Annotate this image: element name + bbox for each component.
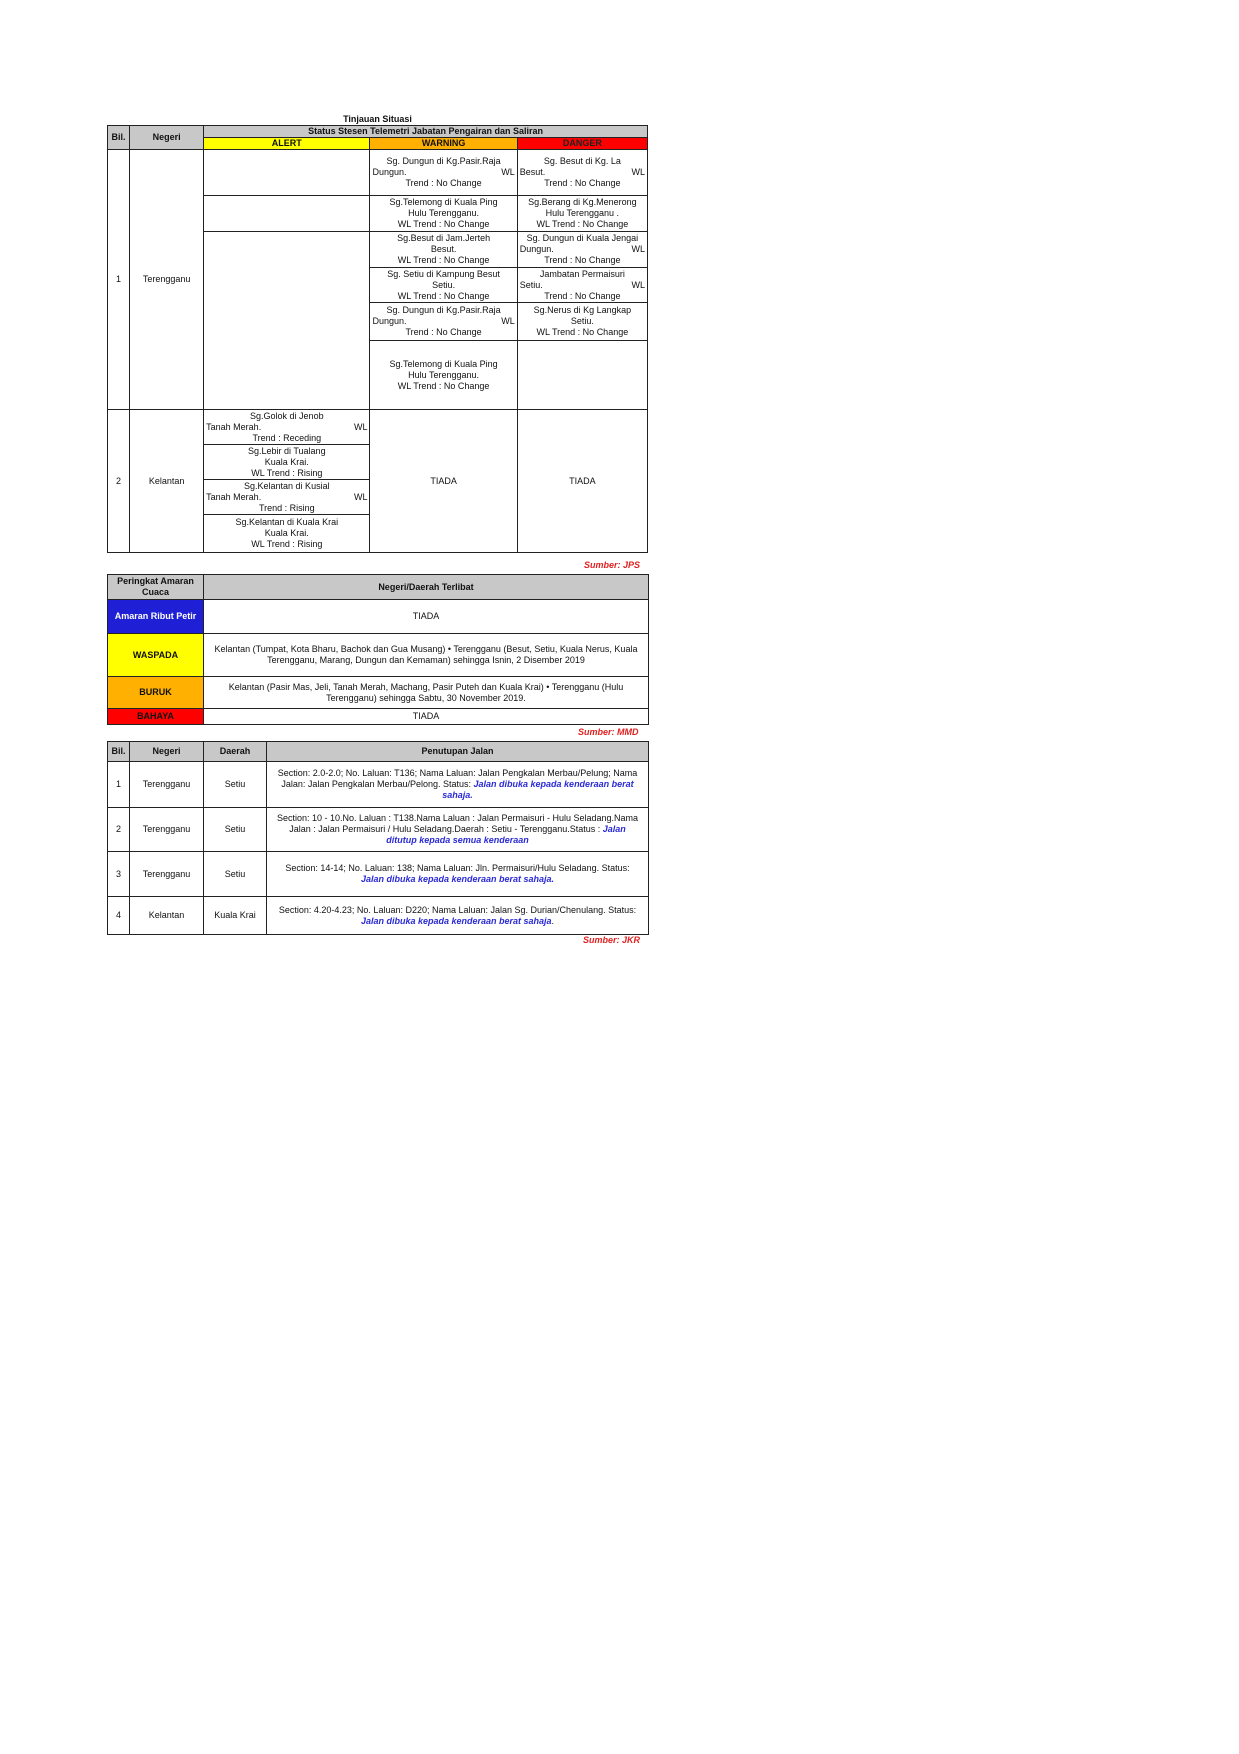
row2-bil: 2: [108, 410, 130, 553]
cell-bil: 3: [108, 852, 130, 897]
row2-warning: TIADA: [370, 410, 517, 553]
cell-closure: Section: 4.20-4.23; No. Laluan: D220; Nama Laluan: Jalan Sg. Durian/Chenulang. Status: Jalan dibuka kepada kenderaan berat sahaja.: [267, 897, 649, 935]
col-bil: Bil.: [108, 742, 130, 762]
cell-negeri: Terengganu: [130, 762, 204, 808]
col-status-main: Status Stesen Telemetri Jabatan Pengairan dan Saliran: [204, 126, 648, 138]
level-text: Kelantan (Pasir Mas, Jeli, Tanah Merah, Machang, Pasir Puteh dan Kuala Krai) • Terengganu (Hulu Terengganu) sehingga Sabtu, 30 November 2019.: [204, 677, 649, 709]
station-cell: Sg. Besut di Kg. La Besut. WL Trend : No Change: [517, 150, 647, 196]
closure-status: Jalan dibuka kepada kenderaan berat sahaja.: [360, 874, 555, 884]
weather-table: [107, 574, 649, 725]
col-danger: DANGER: [517, 138, 647, 150]
col-warning: WARNING: [370, 138, 517, 150]
level-text: TIADA: [204, 600, 649, 634]
col-negeri-daerah: Negeri/Daerah Terlibat: [204, 575, 649, 600]
station-cell: Jambatan Permaisuri Setiu. WL Trend : No Change: [517, 268, 647, 303]
cell-daerah: Setiu: [204, 808, 267, 852]
cell-daerah: Setiu: [204, 762, 267, 808]
cell-closure: Section: 2.0-2.0; No. Laluan: T136; Nama Laluan: Jalan Pengkalan Merbau/Pelung; Nama Jalan: Jalan Pengkalan Merbau/Pelong. Status: Jalan dibuka kepada kenderaan berat sahaja.: [267, 762, 649, 808]
table-row: [108, 762, 649, 808]
station-cell: Sg.Besut di Jam.Jerteh Besut. WL Trend : No Change: [370, 232, 517, 268]
col-negeri: Negeri: [130, 126, 204, 150]
table-row: [108, 852, 649, 897]
station-cell: Sg.Golok di Jenob Tanah Merah. WL Trend : Receding: [204, 410, 370, 445]
col-daerah: Daerah: [204, 742, 267, 762]
road-closure-table: [107, 741, 649, 935]
station-cell: Sg.Lebir di Tualang Kuala Krai. WL Trend : Rising: [204, 445, 370, 480]
station-cell: Sg. Dungun di Kuala Jengai Dungun. WL Trend : No Change: [517, 232, 647, 268]
table-row: [108, 808, 649, 852]
row1-alert-empty: [204, 232, 370, 410]
col-bil: Bil.: [108, 126, 130, 150]
cell-closure: Section: 10 - 10.No. Laluan : T138.Nama Laluan : Jalan Permaisuri - Hulu Seladang.Nama Jalan : Jalan Permaisuri / Hulu Seladang.Daerah : Setiu - Terengganu.Status : Jalan ditutup kepada semua kenderaan: [267, 808, 649, 852]
closure-status: Jalan dibuka kepada kenderaan berat sahaja.: [442, 779, 634, 800]
station-cell: Sg. Setiu di Kampung Besut Setiu. WL Trend : No Change: [370, 268, 517, 303]
source-jkr: Sumber: JKR: [583, 935, 641, 945]
row2-danger: TIADA: [517, 410, 647, 553]
col-peringkat: Peringkat Amaran Cuaca: [108, 575, 204, 600]
level-text: TIADA: [204, 709, 649, 725]
station-cell: Sg. Dungun di Kg.Pasir.Raja Dungun. WL Trend : No Change: [370, 150, 517, 196]
source-jps: Sumber: JPS: [584, 560, 641, 570]
cell-bil: 1: [108, 762, 130, 808]
station-cell: Sg.Nerus di Kg Langkap Setiu. WL Trend : No Change: [517, 303, 647, 341]
closure-status: Jalan dibuka kepada kenderaan berat sahaja: [360, 915, 552, 926]
row1-bil: 1: [108, 150, 130, 410]
row2-negeri: Kelantan: [130, 410, 204, 553]
row1-alert-empty: [204, 150, 370, 196]
closure-status: Jalan ditutup kepada semua kenderaan: [386, 824, 626, 845]
table-row: [108, 897, 649, 935]
row1-negeri: Terengganu: [130, 150, 204, 410]
col-negeri: Negeri: [130, 742, 204, 762]
station-cell: Sg. Dungun di Kg.Pasir.Raja Dungun. WL Trend : No Change: [370, 303, 517, 341]
cell-negeri: Terengganu: [130, 808, 204, 852]
station-cell: Sg.Kelantan di Kusial Tanah Merah. WL Trend : Rising: [204, 480, 370, 515]
cell-bil: 4: [108, 897, 130, 935]
situation-title: Tinjauan Situasi: [343, 114, 412, 124]
row1-alert-empty: [204, 196, 370, 232]
level-buruk: BURUK: [108, 677, 204, 709]
level-ribut-petir: Amaran Ribut Petir: [108, 600, 204, 634]
cell-daerah: Kuala Krai: [204, 897, 267, 935]
cell-negeri: Terengganu: [130, 852, 204, 897]
level-waspada: WASPADA: [108, 634, 204, 677]
station-cell: Sg.Telemong di Kuala Ping Hulu Terengganu. WL Trend : No Change: [370, 341, 517, 410]
col-alert: ALERT: [204, 138, 370, 150]
level-text: Kelantan (Tumpat, Kota Bharu, Bachok dan Gua Musang) • Terengganu (Besut, Setiu, Kuala Nerus, Kuala Terengganu, Marang, Dungun dan Kemaman) sehingga Isnin, 2 Disember 2019: [204, 634, 649, 677]
telemetry-table: [107, 125, 648, 553]
source-mmd: Sumber: MMD: [578, 727, 639, 737]
col-penutupan-jalan: Penutupan Jalan: [267, 742, 649, 762]
station-cell: Sg.Kelantan di Kuala Krai Kuala Krai. WL Trend : Rising: [204, 515, 370, 553]
cell-bil: 2: [108, 808, 130, 852]
row1-danger-empty: [517, 341, 647, 410]
level-bahaya: BAHAYA: [108, 709, 204, 725]
station-cell: Sg.Telemong di Kuala Ping Hulu Terengganu. WL Trend : No Change: [370, 196, 517, 232]
station-cell: Sg.Berang di Kg.Menerong Hulu Terengganu . WL Trend : No Change: [517, 196, 647, 232]
cell-negeri: Kelantan: [130, 897, 204, 935]
cell-closure: Section: 14-14; No. Laluan: 138; Nama Laluan: Jln. Permaisuri/Hulu Seladang. Status: Jalan dibuka kepada kenderaan berat sahaja.: [267, 852, 649, 897]
cell-daerah: Setiu: [204, 852, 267, 897]
